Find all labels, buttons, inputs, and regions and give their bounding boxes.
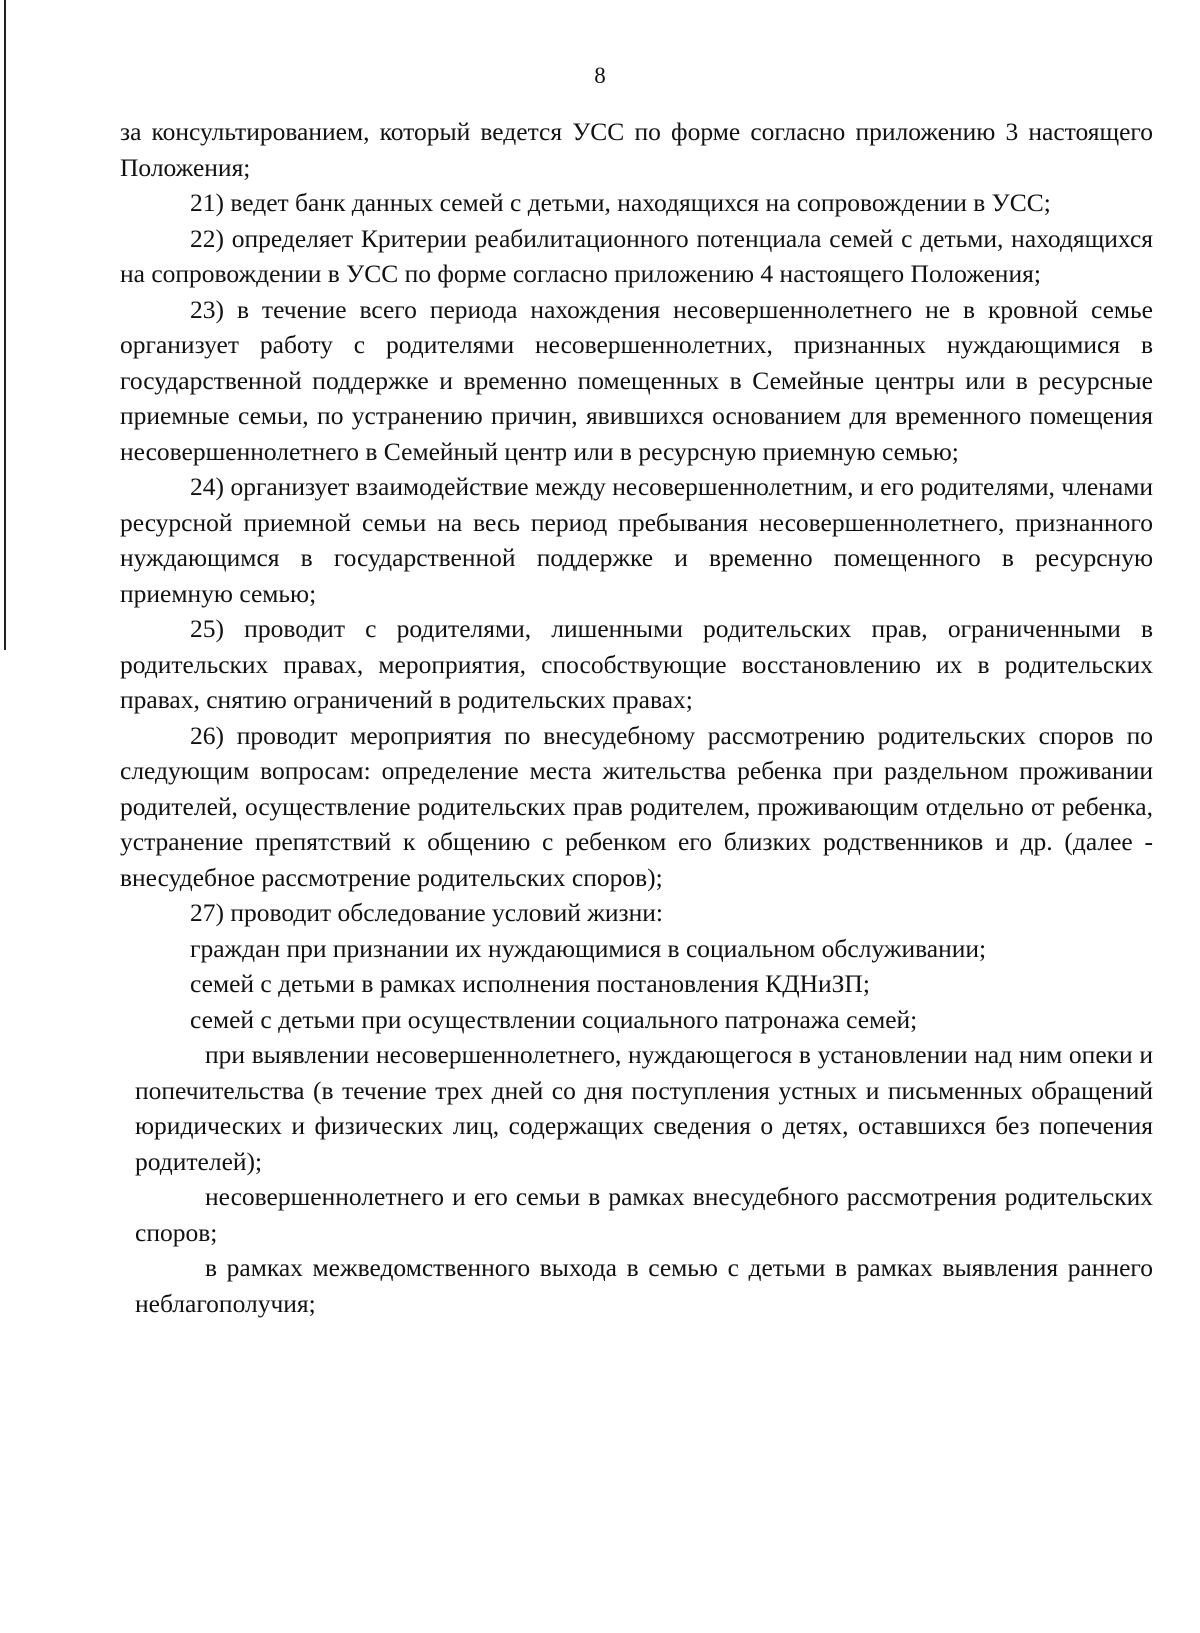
page-number: 8	[594, 63, 606, 88]
paragraph-subitem-patronage: семей с детьми при осуществлении социального патронажа семей;	[190, 1004, 918, 1034]
paragraph-item-27: 27) проводит обследование условий жизни:	[190, 898, 663, 927]
document-body	[120, 114, 1153, 1321]
paragraph-item-23: 23) в течение всего периода нахождения несовершеннолетнего не в кровной семье организует работу с родителями несовершеннолетних, признанных нуждающимися в государственной поддержке и временно помещенных в Семейные центры или в ресурсные приемные семьи, по устранению причин, явившихся основанием для временного помещения несовершеннолетнего в Семейный центр или в ресурсную приемную семью;	[120, 294, 1153, 466]
paragraph-continuation: за консультированием, который ведется УСС по форме согласно приложению 3 настоящего Положения;	[120, 117, 1153, 182]
paragraph-item-24: 24) организует взаимодействие между несовершеннолетним, и его родителями, членами ресурсной приемной семьи на весь период пребывания несовершеннолетнего, признанного нуждающимся в государственной поддержке и временно помещенного в ресурсную приемную семью;	[120, 472, 1153, 608]
paragraph-subitem-disputes: несовершеннолетнего и его семьи в рамках внесудебного рассмотрения родительских споров;	[135, 1182, 1153, 1247]
paragraph-subitem-interagency: в рамках межведомственного выхода в семью с детьми в рамках выявления раннего неблагополучия;	[135, 1253, 1153, 1318]
paragraph-subitem-kdnizp: семей с детьми в рамках исполнения постановления КДНиЗП;	[190, 969, 870, 998]
paragraph-item-26: 26) проводит мероприятия по внесудебному рассмотрению родительских споров по следующим вопросам: определение места жительства ребенка при раздельном проживании родителей, осуществление родительских прав родителем, проживающим отдельно от ребенка, устранение препятствий к общению с ребенком его близких родственников и др. (далее - внесудебное рассмотрение родительских споров);	[120, 720, 1153, 892]
paragraph-subitem-guardianship: при выявлении несовершеннолетнего, нуждающегося в установлении над ним опеки и попечительства (в течение трех дней со дня поступления устных и письменных обращений юридических и физических лиц, содержащих сведения о детях, оставшихся без попечения родителей);	[135, 1040, 1153, 1176]
paragraph-subitem-citizens: граждан при признании их нуждающимися в социальном обслуживании;	[190, 933, 987, 963]
scan-edge-line	[4, 0, 6, 650]
paragraph-item-25: 25) проводит с родителями, лишенными родительских прав, ограниченными в родительских правах, мероприятия, способствующие восстановлению их в родительских правах, снятию ограничений в родительских правах;	[120, 614, 1153, 714]
paragraph-item-22: 22) определяет Критерии реабилитационного потенциала семей с детьми, находящихся на сопровождении в УСС по форме согласно приложению 4 настоящего Положения;	[120, 223, 1153, 288]
paragraph-item-21: 21) ведет банк данных семей с детьми, находящихся на сопровождении в УСС;	[190, 188, 1051, 217]
